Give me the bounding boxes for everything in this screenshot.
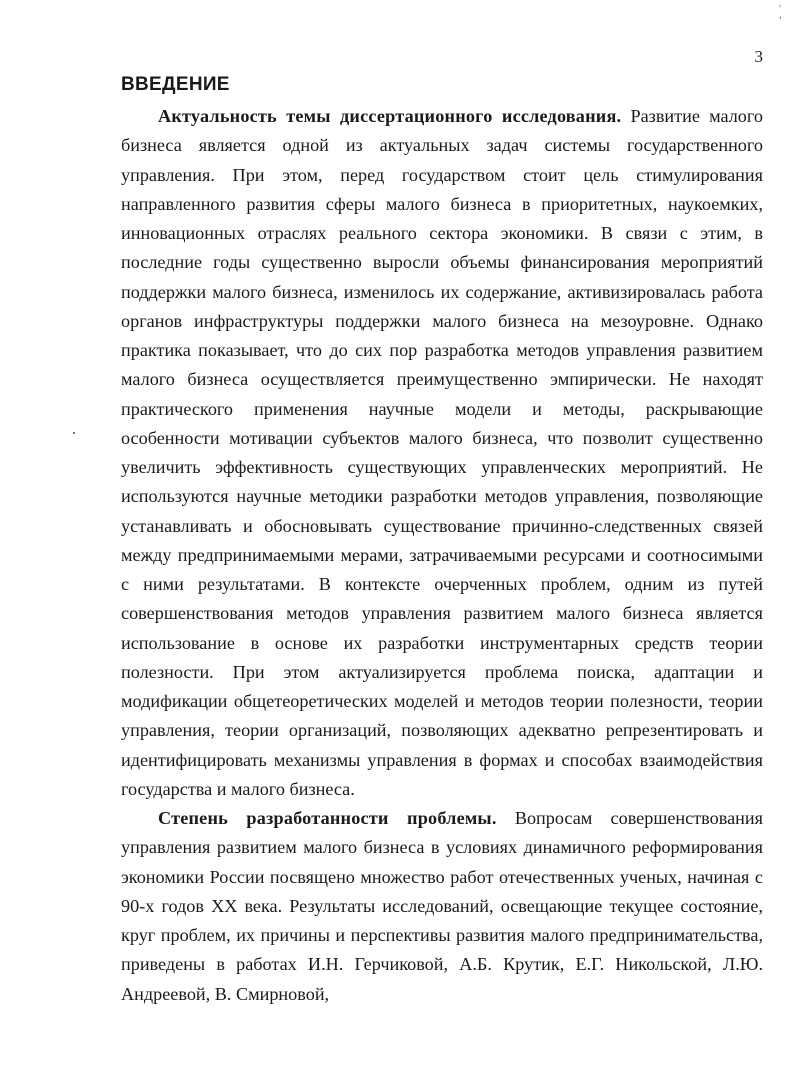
scan-speck [73, 432, 75, 434]
paragraph-text: Вопросам совершенствования управления развитием малого бизнеса в условиях динамичного реформирования экономики России посвящено множество работ отечественных ученых, начиная с 90-х годов XX века. Результаты исследований, освещающие текущее состояние, круг проблем, их причины и перспективы развития малого предпринимательства, приведены в работах И.Н. Герчиковой, А.Б. Крутик, Е.Г. Никольской, Л.Ю. Андреевой, В. Смирновой, [121, 808, 763, 1004]
paragraph-lead: Актуальность темы диссертационного исследования. [158, 106, 622, 126]
scan-mark: ` ˎ [772, 2, 790, 20]
paragraph-text: Развитие малого бизнеса является одной из актуальных задач системы государственного управления. При этом, перед государством стоит цель стимулирования направленного развития сферы малого бизнеса в приоритетных, наукоемких, инновационных отраслях реального сектора экономики. В связи с этим, в последние годы существенно выросли объемы финансирования мероприятий поддержки малого бизнеса, изменилось их содержание, активизировалась работа органов инфраструктуры поддержки малого бизнеса на мезоуровне. Однако практика показывает, что до сих пор разработка методов управления развитием малого бизнеса осуществляется преимущественно эмпирически. Не находят практического применения научные модели и методы, раскрывающие особенности мотивации субъектов малого бизнеса, что позволит существенно увеличить эффективность существующих управленческих мероприятий. Не используются научные методики разработки методов управления, позволяющие устанавливать и обосновывать существование причинно-следственных связей между предпринимаемыми мерами, затрачиваемыми ресурсами и соотносимыми с ними результатами. В контексте очерченных проблем, одним из путей совершенствования методов управления развитием малого бизнеса является использование в основе их разработки инструментарных средств теории полезности. При этом актуализируется проблема поиска, адаптации и модификации общетеоретических моделей и методов теории полезности, теории управления, теории организаций, позволяющих адекватно репрезентировать и идентифицировать механизмы управления в формах и способах взаимодействия государства и малого бизнеса. [121, 106, 763, 799]
body-text [121, 102, 763, 1009]
paragraph-lead: Степень разработанности проблемы. [158, 808, 497, 828]
page-number: 3 [754, 47, 763, 66]
section-heading: ВВЕДЕНИЕ [121, 74, 230, 95]
paragraph-relevance [121, 102, 763, 804]
paragraph-degree-of-development [121, 804, 763, 1009]
